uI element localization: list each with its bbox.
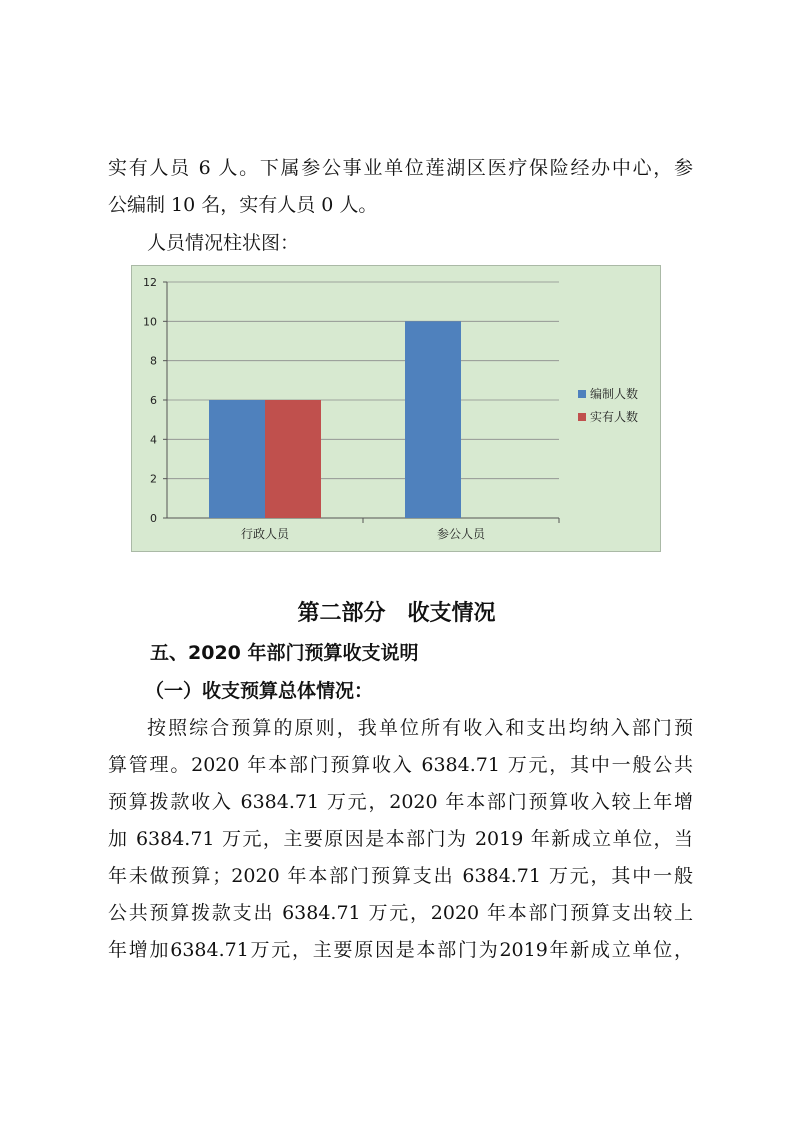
x-tick-label: 参公人员 xyxy=(436,527,486,541)
body-line: 按照综合预算的原则，我单位所有收入和支出均纳入部门预 xyxy=(147,717,693,739)
legend-swatch xyxy=(578,413,586,421)
legend-label: 编制人数 xyxy=(590,387,639,401)
heading-five: 五、2020 年部门预算收支说明 xyxy=(150,642,419,664)
bar-chart xyxy=(131,265,661,552)
body-line: 年未做预算；2020 年本部门预算支出 6384.71 万元，其中一般 xyxy=(108,865,693,887)
paragraph-line: 公编制 10 名，实有人员 0 人。 xyxy=(108,194,378,216)
y-tick-label: 6 xyxy=(150,394,157,407)
legend-swatch xyxy=(578,390,586,398)
body-line: 算管理。2020 年本部门预算收入 6384.71 万元，其中一般公共 xyxy=(108,754,693,776)
subheading-one: （一）收支预算总体情况： xyxy=(145,680,374,702)
section-title: 第二部分 收支情况 xyxy=(297,601,496,626)
paragraph-line: 实有人员 6 人。下属参公事业单位莲湖区医疗保险经办中心，参 xyxy=(108,157,693,179)
x-tick-label: 行政人员 xyxy=(240,527,290,541)
legend-label: 实有人数 xyxy=(590,410,639,424)
body-line: 加 6384.71 万元，主要原因是本部门为 2019 年新成立单位，当 xyxy=(108,828,693,850)
y-tick-label: 8 xyxy=(150,354,157,368)
y-tick-label: 0 xyxy=(150,512,157,525)
chart-caption: 人员情况柱状图： xyxy=(147,232,300,254)
y-tick-label: 12 xyxy=(143,276,157,289)
body-line: 年增加6384.71万元，主要原因是本部门为2019年新成立单位， xyxy=(108,939,693,961)
bar xyxy=(209,400,265,518)
y-tick-label: 2 xyxy=(150,472,157,486)
bar xyxy=(405,321,461,518)
body-line: 预算拨款收入 6384.71 万元，2020 年本部门预算收入较上年增 xyxy=(108,791,693,813)
y-tick-label: 10 xyxy=(143,315,157,329)
y-tick-label: 4 xyxy=(150,433,157,447)
chart-svg xyxy=(132,266,660,551)
bar xyxy=(265,400,321,518)
body-line: 公共预算拨款支出 6384.71 万元，2020 年本部门预算支出较上 xyxy=(108,902,693,924)
